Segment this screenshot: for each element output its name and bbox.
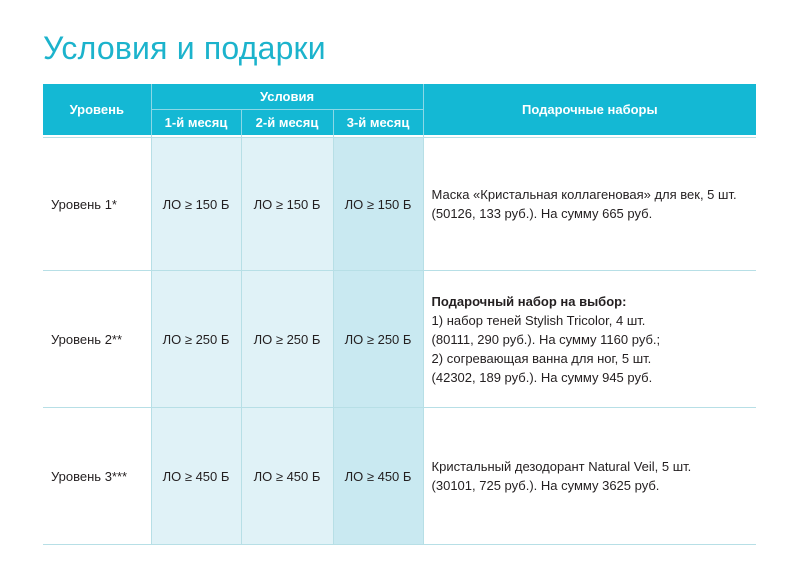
gift-line: (50126, 133 руб.). На сумму 665 руб. [431,206,653,221]
gift-line: 2) согревающая ванна для ног, 5 шт. [431,350,652,366]
conditions-table [43,84,756,545]
gift-cell [423,138,756,271]
gift-cell [423,271,756,408]
condition-cell: ЛО ≥ 450 Б [333,408,423,545]
table-row [43,138,756,271]
header-month-3: 3-й месяц [333,110,423,136]
level-cell: Уровень 1* [43,138,151,271]
condition-cell: ЛО ≥ 250 Б [333,271,423,408]
level-cell: Уровень 2** [43,271,151,408]
condition-cell: ЛО ≥ 150 Б [333,138,423,271]
header-month-1: 1-й месяц [151,110,241,136]
header-conditions: Условия [151,84,423,110]
condition-cell: ЛО ≥ 150 Б [241,138,333,271]
level-cell: Уровень 3*** [43,408,151,545]
table-row [43,408,756,545]
condition-cell: ЛО ≥ 250 Б [241,271,333,408]
page-title: Условия и подарки [43,30,326,66]
header-month-2: 2-й месяц [241,110,333,136]
gift-line: Кристальный дезодорант Natural Veil, 5 шт. [431,459,692,474]
gift-line: (80111, 290 руб.). На сумму 1160 руб.; [431,331,661,347]
header-gifts: Подарочные наборы [423,84,756,135]
header-level: Уровень [43,84,151,135]
condition-cell: ЛО ≥ 450 Б [241,408,333,545]
condition-cell: ЛО ≥ 150 Б [151,138,241,271]
gift-line: (42302, 189 руб.). На сумму 945 руб. [431,369,653,385]
table-row [43,271,756,408]
gift-line: (30101, 725 руб.). На сумму 3625 руб. [431,478,660,493]
condition-cell: ЛО ≥ 450 Б [151,408,241,545]
gift-line: 1) набор теней Stylish Tricolor, 4 шт. [431,312,646,328]
gift-heading: Подарочный набор на выбор: [431,293,627,309]
gift-cell [423,408,756,545]
gift-line: Маска «Кристальная коллагеновая» для век, 5 шт. [431,187,737,202]
condition-cell: ЛО ≥ 250 Б [151,271,241,408]
